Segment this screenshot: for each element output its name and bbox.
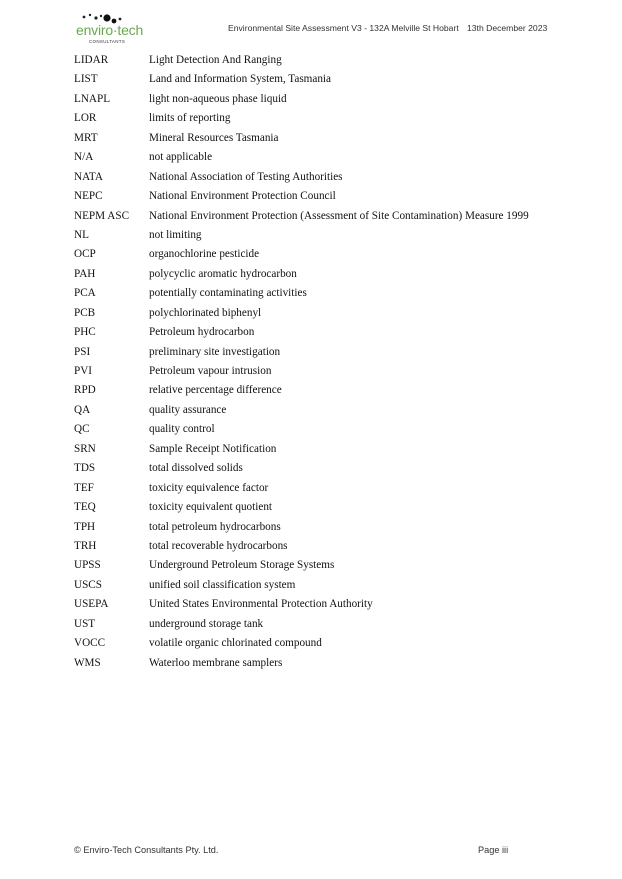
abbreviation-definition: relative percentage difference (149, 384, 282, 397)
abbreviation-definition: total petroleum hydrocarbons (149, 520, 281, 533)
abbreviation-definition: organochlorine pesticide (149, 248, 260, 261)
abbreviation-row (74, 498, 594, 517)
abbreviation-row (74, 440, 594, 459)
abbreviation-term: PCB (74, 306, 96, 319)
abbreviation-row (74, 654, 594, 673)
abbreviation-term: LNAPL (74, 92, 111, 105)
abbreviation-term: VOCC (74, 637, 106, 650)
abbreviation-definition: National Association of Testing Authorities (149, 170, 343, 183)
abbreviation-definition: not limiting (149, 228, 202, 241)
abbreviation-row (74, 226, 594, 245)
abbreviation-term: TRH (74, 539, 97, 552)
abbreviation-list (74, 51, 594, 673)
abbreviation-term: LIDAR (74, 54, 109, 66)
abbreviation-definition: Petroleum vapour intrusion (149, 365, 272, 377)
abbreviation-term: RPD (74, 384, 96, 397)
abbreviation-definition: volatile organic chlorinated compound (149, 637, 322, 650)
abbreviation-row (74, 245, 594, 264)
abbreviation-term: NEPM ASC (74, 209, 130, 222)
abbreviation-definition: Sample Receipt Notification (149, 442, 277, 455)
abbreviation-term: PVI (74, 365, 93, 377)
abbreviation-term: MRT (74, 131, 98, 144)
abbreviation-term: N/A (74, 151, 94, 164)
abbreviation-definition: light non-aqueous phase liquid (149, 92, 287, 105)
abbreviation-row (74, 284, 594, 303)
abbreviation-definition: polychlorinated biphenyl (149, 306, 262, 319)
abbreviation-definition: limits of reporting (149, 112, 231, 125)
abbreviation-definition: National Environment Protection (Assessment of Site Contamination) Measure 1999 (149, 209, 529, 222)
abbreviation-definition: quality control (149, 423, 215, 436)
abbreviation-row (74, 556, 594, 575)
abbreviation-term: QA (74, 403, 91, 416)
abbreviation-definition: United States Environmental Protection Authority (149, 598, 373, 611)
abbreviation-definition: quality assurance (149, 403, 227, 416)
company-logo (74, 12, 144, 46)
abbreviation-definition: Mineral Resources Tasmania (149, 131, 279, 144)
abbreviation-row (74, 51, 594, 70)
abbreviation-term: PAH (74, 267, 96, 280)
abbreviation-definition: National Environment Protection Council (149, 190, 336, 203)
abbreviation-row (74, 420, 594, 439)
abbreviation-term: UST (74, 617, 96, 630)
abbreviation-row (74, 381, 594, 400)
abbreviation-row (74, 576, 594, 595)
document-date: 13th December 2023 (467, 23, 548, 33)
abbreviation-row (74, 304, 594, 323)
abbreviation-row (74, 90, 594, 109)
abbreviation-row (74, 187, 594, 206)
document-title: Environmental Site Assessment V3 - 132A Melville St Hobart (228, 23, 459, 33)
abbreviation-term: TPH (74, 520, 96, 533)
abbreviation-row (74, 109, 594, 128)
abbreviation-row (74, 479, 594, 498)
abbreviation-row (74, 615, 594, 634)
abbreviation-term: WMS (74, 656, 101, 669)
abbreviation-row (74, 518, 594, 537)
abbreviation-definition: toxicity equivalent quotient (149, 501, 273, 514)
abbreviation-row (74, 148, 594, 167)
abbreviation-row (74, 323, 594, 342)
abbreviation-definition: polycyclic aromatic hydrocarbon (149, 267, 297, 280)
abbreviation-definition: preliminary site investigation (149, 345, 281, 358)
abbreviation-term: PSI (74, 345, 91, 358)
abbreviation-term: UPSS (74, 559, 101, 572)
abbreviation-term: NL (74, 228, 89, 241)
abbreviation-term: TEF (74, 481, 94, 494)
abbreviation-definition: Land and Information System, Tasmania (149, 73, 332, 86)
abbreviation-definition: unified soil classification system (149, 578, 296, 591)
abbreviation-term: LIST (74, 73, 98, 86)
abbreviation-row (74, 362, 594, 381)
logo-subtitle: CONSULTANTS (89, 39, 126, 44)
abbreviation-term: SRN (74, 442, 96, 455)
abbreviation-definition: not applicable (149, 151, 213, 164)
abbreviation-definition: Underground Petroleum Storage Systems (149, 559, 335, 572)
abbreviation-definition: total recoverable hydrocarbons (149, 539, 288, 552)
abbreviation-definition: Waterloo membrane samplers (149, 656, 283, 669)
abbreviation-definition: potentially contaminating activities (149, 287, 307, 300)
abbreviation-row (74, 401, 594, 420)
abbreviation-definition: Petroleum hydrocarbon (149, 326, 255, 339)
footer-page-number: Page iii (478, 845, 509, 855)
abbreviation-definition: Light Detection And Ranging (149, 54, 282, 66)
abbreviation-row (74, 70, 594, 89)
abbreviation-row (74, 634, 594, 653)
abbreviation-row (74, 459, 594, 478)
abbreviation-row (74, 265, 594, 284)
abbreviation-term: USEPA (74, 598, 109, 611)
footer-copyright: © Enviro-Tech Consultants Pty. Ltd. (74, 845, 219, 855)
abbreviation-term: PHC (74, 326, 96, 339)
abbreviation-row (74, 537, 594, 556)
abbreviation-term: USCS (74, 578, 102, 591)
page-header (0, 0, 622, 50)
abbreviation-row (74, 168, 594, 187)
abbreviation-row (74, 595, 594, 614)
abbreviation-term: NATA (74, 170, 103, 183)
abbreviation-term: LOR (74, 112, 97, 125)
abbreviation-definition: total dissolved solids (149, 462, 243, 475)
abbreviation-row (74, 129, 594, 148)
abbreviation-term: TEQ (74, 501, 96, 514)
abbreviation-row (74, 343, 594, 362)
abbreviation-term: QC (74, 423, 90, 436)
logo-wordmark: enviro·tech (76, 22, 144, 38)
abbreviation-term: TDS (74, 462, 96, 475)
abbreviation-row (74, 207, 594, 226)
abbreviation-definition: toxicity equivalence factor (149, 481, 269, 494)
abbreviation-definition: underground storage tank (149, 617, 264, 630)
abbreviation-term: OCP (74, 248, 96, 261)
abbreviation-term: PCA (74, 287, 96, 300)
abbreviation-term: NEPC (74, 190, 103, 203)
